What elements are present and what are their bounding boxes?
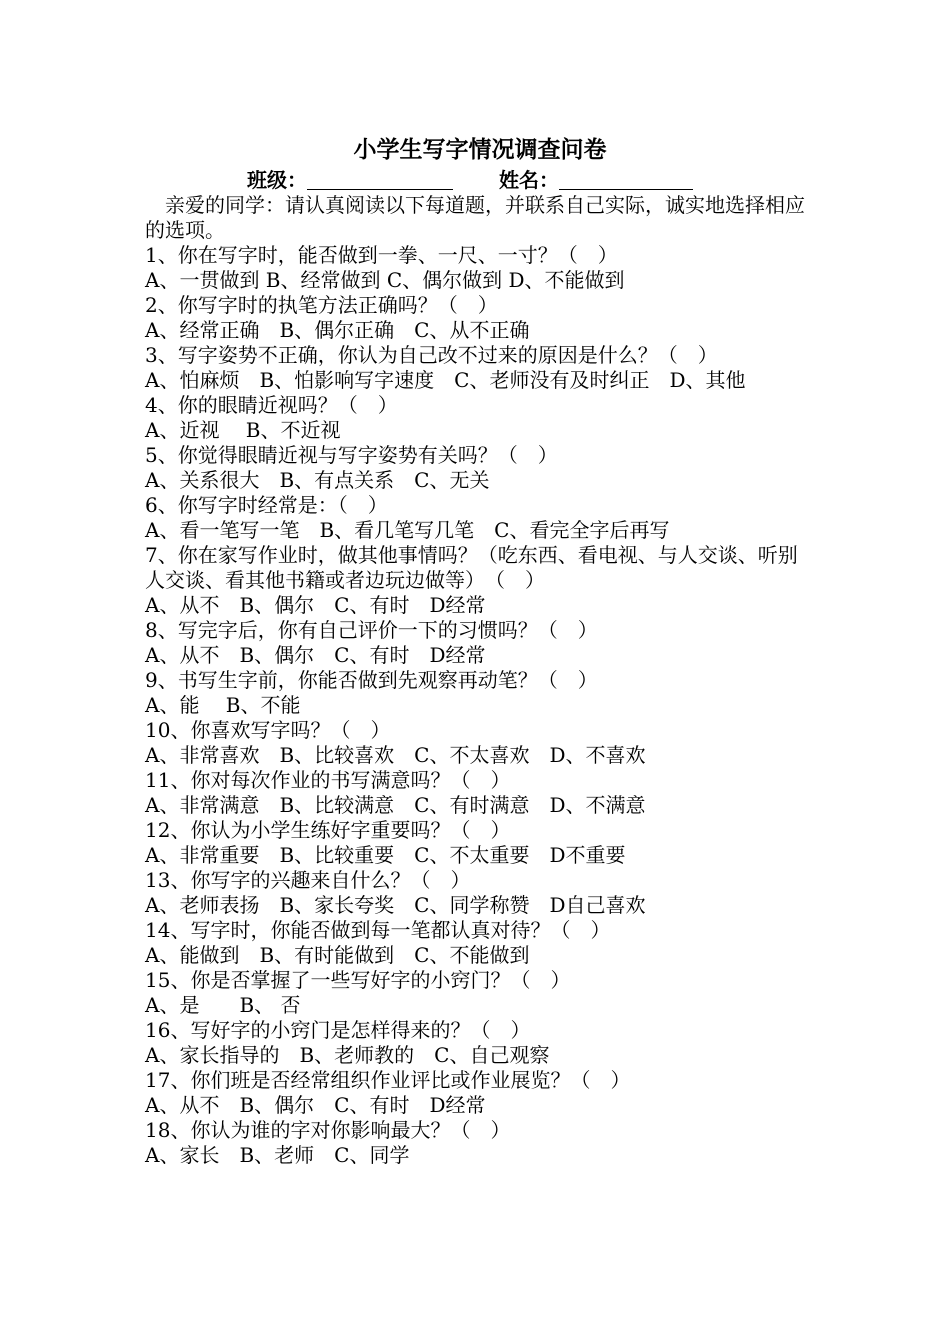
question-12: 12、你认为小学生练好字重要吗？（ ） [145, 818, 511, 842]
question-17: 17、你们班是否经常组织作业评比或作业展览？（ ） [145, 1068, 631, 1092]
name-label: 姓名： [499, 168, 559, 192]
answer-options-6: A、看一笔写一笔 B、看几笔写几笔 C、看完全字后再写 [145, 518, 670, 542]
class-label: 班级： [247, 168, 307, 192]
class-blank[interactable] [307, 169, 453, 190]
question-16: 16、写好字的小窍门是怎样得来的？（ ） [145, 1018, 531, 1042]
question-3: 3、写字姿势不正确，你认为自己改不过来的原因是什么？（ ） [145, 343, 718, 367]
survey-document [145, 133, 815, 1168]
question-2: 2、你写字时的执笔方法正确吗？（ ） [145, 293, 498, 317]
question-1: 1、你在写字时，能否做到一拳、一尺、一寸？（ ） [145, 243, 618, 267]
answer-options-2: A、经常正确 B、偶尔正确 C、从不正确 [145, 318, 530, 342]
answer-options-1: A、一贯做到 B、经常做到 C、偶尔做到 D、不能做到 [145, 268, 625, 292]
answer-options-15: A、是 B、 否 [145, 993, 301, 1017]
answer-options-10: A、非常喜欢 B、比较喜欢 C、不太喜欢 D、不喜欢 [145, 743, 646, 767]
question-18: 18、你认为谁的字对你影响最大？（ ） [145, 1118, 511, 1142]
name-blank[interactable] [559, 169, 693, 190]
question-7: 7、你在家写作业时，做其他事情吗？（吃东西、看电视、与人交谈、听别人交谈、看其他书籍或者边玩边做等） （ ） [145, 543, 798, 592]
answer-options-12: A、非常重要 B、比较重要 C、不太重要 D不重要 [145, 843, 626, 867]
class-name-fields [145, 167, 815, 193]
answer-options-3: A、怕麻烦 B、怕影响写字速度 C、老师没有及时纠正 D、其他 [145, 368, 746, 392]
document-title: 小学生写字情况调查问卷 [353, 136, 607, 163]
answer-options-4: A、近视 B、不近视 [145, 418, 341, 442]
question-4: 4、你的眼睛近视吗？（ ） [145, 393, 398, 417]
question-13: 13、你写字的兴趣来自什么？（ ） [145, 868, 471, 892]
answer-options-14: A、能做到 B、有时能做到 C、不能做到 [145, 943, 530, 967]
answer-options-7: A、从不 B、偶尔 C、有时 D经常 [145, 593, 486, 617]
question-10: 10、你喜欢写字吗？（ ） [145, 718, 391, 742]
intro-paragraph: 亲爱的同学：请认真阅读以下每道题，并联系自己实际，诚实地选择相应的选项。 [145, 193, 805, 242]
question-6: 6、你写字时经常是：（ ） [145, 493, 388, 517]
question-8: 8、写完字后，你有自己评价一下的习惯吗？（ ） [145, 618, 598, 642]
answer-options-13: A、老师表扬 B、家长夸奖 C、同学称赞 D自己喜欢 [145, 893, 646, 917]
question-9: 9、书写生字前，你能否做到先观察再动笔？（ ） [145, 668, 598, 692]
question-11: 11、你对每次作业的书写满意吗？（ ） [145, 768, 511, 792]
question-list [145, 243, 815, 1168]
question-5: 5、你觉得眼睛近视与写字姿势有关吗？（ ） [145, 443, 558, 467]
question-14: 14、写字时，你能否做到每一笔都认真对待？（ ） [145, 918, 611, 942]
answer-options-18: A、家长 B、老师 C、同学 [145, 1143, 410, 1167]
answer-options-5: A、关系很大 B、有点关系 C、无关 [145, 468, 490, 492]
answer-options-11: A、非常满意 B、比较满意 C、有时满意 D、不满意 [145, 793, 646, 817]
answer-options-16: A、家长指导的 B、老师教的 C、自己观察 [145, 1043, 550, 1067]
answer-options-17: A、从不 B、偶尔 C、有时 D经常 [145, 1093, 486, 1117]
answer-options-8: A、从不 B、偶尔 C、有时 D经常 [145, 643, 486, 667]
question-15: 15、你是否掌握了一些写好字的小窍门？（ ） [145, 968, 571, 992]
answer-options-9: A、能 B、不能 [145, 693, 301, 717]
